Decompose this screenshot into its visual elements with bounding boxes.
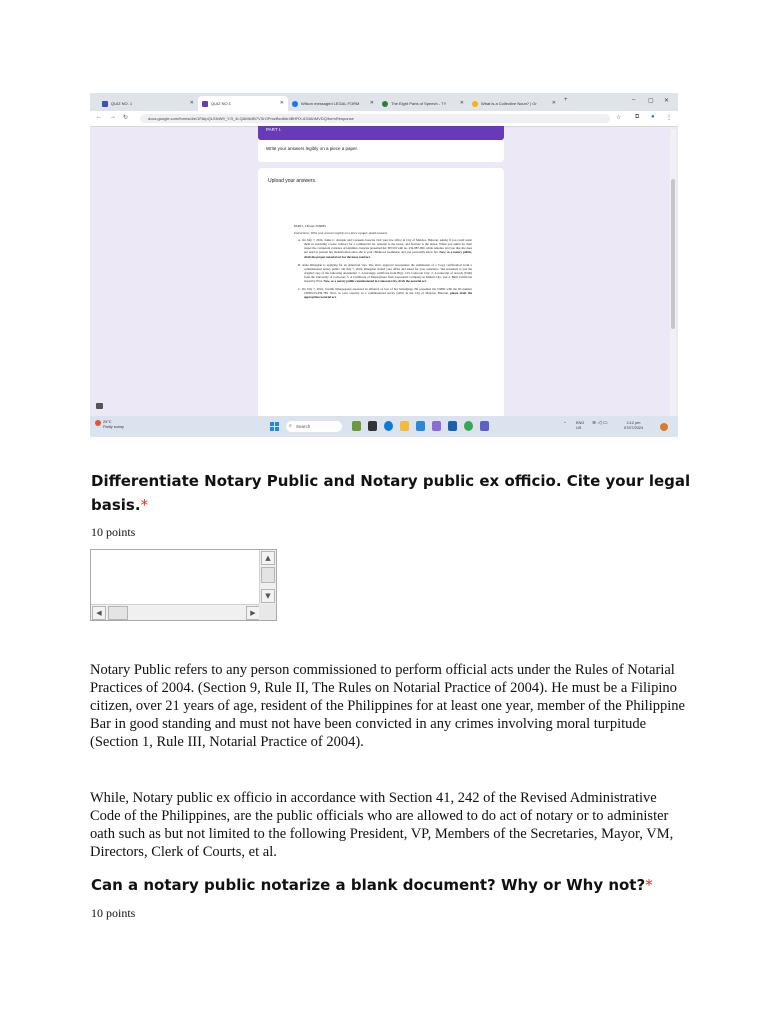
vertical-scrollbar[interactable] [259, 550, 276, 605]
feedback-icon[interactable] [96, 403, 103, 409]
item-task: please draft the appropriate notarial act. [304, 291, 472, 300]
tab-label: The Eight Parts of Speech - TY [391, 101, 447, 106]
windows-start-icon[interactable] [270, 422, 279, 431]
site-icon [472, 101, 478, 107]
answer-textarea[interactable] [90, 549, 277, 621]
tray-chevron-icon[interactable]: ^ [564, 421, 566, 425]
item-text: Anna Dinagdan is applying for an American visa. The visa's approval necessitates the submission of a 'Copy certification' from a commissioned notary public. On July 7, 2024, Dinagdan visited your office and asked for your assistance. She presented to you the original copy of the following documents: 1. A barangay certificate from Brgy. 123, Caloocan City; 2. A transcript of records (TOR) from the University of Caloocan; 3. A Certificate of Employment from Concentrix Company in Makati City; and 4. Birth Certificate issued by PSA. [302, 262, 472, 284]
tab-label: QUIZ NO.1 [211, 101, 232, 106]
clock[interactable] [624, 421, 643, 430]
region: US [576, 425, 582, 430]
tab-label: Wilson messaged LEGAL FORM [301, 101, 360, 106]
forms-icon [202, 101, 208, 107]
paper-item [298, 287, 472, 300]
item-letter: A. [298, 238, 302, 243]
upload-label: Upload your answers. [268, 178, 317, 184]
extensions-icon[interactable]: ⧉ [635, 114, 640, 120]
upload-card [258, 168, 504, 428]
edge-icon[interactable] [384, 421, 393, 431]
profile-icon[interactable]: ● [651, 114, 655, 120]
messenger-icon [292, 101, 298, 107]
store-icon[interactable] [416, 421, 425, 431]
item-task: Now, as a notary public commissioned in Caloocan City, draft the notarial act. [323, 279, 427, 284]
paper-item [298, 262, 472, 284]
uploaded-paper-image [294, 224, 472, 303]
google-form-area [90, 126, 678, 416]
paper-instructions: Instructions: Write your answers legibly on a piece a paper. Avoid erasures. [294, 231, 388, 236]
scrollbar-thumb[interactable] [671, 179, 675, 329]
app-icon[interactable] [432, 421, 441, 431]
section-header: PART I. [258, 126, 504, 140]
tab-label: QUIZ NO. 1 [111, 101, 133, 106]
item-task: Now, as a notary public, draft the proper notarial act for the lease contract. [304, 250, 473, 259]
chrome-icon[interactable] [464, 421, 473, 431]
close-icon[interactable]: ✕ [551, 100, 556, 106]
task-view-icon[interactable] [368, 421, 377, 431]
browser-tab[interactable] [98, 96, 198, 111]
weather-desc: Partly sunny [103, 424, 124, 429]
browser-tab-bar [90, 93, 678, 111]
embedded-browser-screenshot [90, 93, 678, 437]
question-points: 10 points [91, 525, 136, 539]
scroll-left-icon[interactable]: ◀ [92, 606, 106, 620]
minimize-icon[interactable]: – [632, 97, 636, 103]
browser-tab[interactable] [288, 96, 378, 111]
address-bar [90, 111, 678, 127]
widget-icon[interactable] [352, 421, 361, 431]
weather-widget[interactable] [96, 420, 124, 429]
reload-icon[interactable]: ↻ [123, 115, 129, 121]
question-title [91, 873, 691, 897]
weather-temp: 29°C [103, 420, 112, 424]
paper-item [298, 238, 473, 259]
notification-icon[interactable] [660, 423, 668, 431]
question-text: Can a notary public notarize a blank document? Why or Why not? [91, 876, 646, 894]
item-text: On July 7, 2024, Jowilin Omagaapuan executed an affidavit of loss of her belongings. He presented his UMID with the ID number CRN0123-456-789. Now, as your capacity as a commissioned notary public in the City of Malolos, Bulacan, [302, 287, 472, 296]
browser-tab-active[interactable] [198, 96, 288, 111]
item-text: On July 7, 2024, Jaime C. Antonio and Consuelo Isaacste visit your law office in City of Malolos, Bulacan, asking if you could assist them in executing a lease contract for a commercial lot. Antonio is the lessor, and Isaacste is the lessee. When you asked for their respective competent evidence of identities, Isaacste presented her TIN ID with no. 234-987-990, while Antonio told you that she does not need to present her identification since she is your childhood roommate, and you personally know her. [302, 238, 472, 255]
app-icon[interactable] [448, 421, 457, 431]
search-label: Search [296, 424, 311, 429]
maximize-icon[interactable]: ▢ [648, 98, 654, 104]
scrollbar-thumb[interactable] [108, 606, 128, 620]
item-letter: C. [298, 287, 301, 292]
close-icon[interactable]: ✕ [189, 100, 194, 106]
page-scrollbar[interactable] [670, 129, 676, 419]
taskbar-search[interactable] [286, 421, 342, 432]
back-icon[interactable]: ← [96, 114, 102, 120]
browser-tab[interactable] [468, 96, 560, 111]
browser-tab[interactable] [378, 96, 468, 111]
tab-label: What is a Collective Noun? | Gr [481, 101, 537, 106]
close-icon[interactable]: ✕ [459, 100, 464, 106]
scroll-down-icon[interactable]: ▼ [261, 589, 275, 603]
scroll-right-icon[interactable]: ▶ [246, 606, 260, 620]
instruction-text: Write your answers legibly on a piece a paper. [266, 146, 358, 151]
scrollbar-thumb[interactable] [261, 567, 275, 583]
scrollbar-corner [259, 604, 276, 620]
answer-paragraph: While, Notary public ex officio in accordance with Section 41, 242 of the Revised Administrative Code of the Philippines, are the public officials who are allowed to do act of notary or to administer oath such as but not limited to the following President, VP, Members of the Secretaries, Mayor, VM, Directors, Clerk of Courts, et al. [90, 790, 674, 860]
menu-icon[interactable]: ⋮ [666, 115, 672, 121]
wifi-icon[interactable]: ≋ ◁ ▭ [592, 420, 608, 426]
date: 07/07/2024 [624, 425, 644, 430]
scroll-up-icon[interactable]: ▲ [261, 551, 275, 565]
new-tab-icon[interactable]: + [564, 97, 568, 103]
language-indicator[interactable] [576, 421, 584, 430]
answer-paragraph: Notary Public refers to any person commissioned to perform official acts under the Rules of Notarial Practices of 2004. (Section 9, Rule II, The Rules on Notarial Practice of 2004). He must be a Filipino citizen, over 21 years of age, resident of the Philippines for at least one year, member of the Philippine Bar in good standing and must not have been convicted in any crimes involving moral turpitude (Section 1, Rule III, Notarial Practice of 2004). [90, 662, 685, 750]
file-explorer-icon[interactable] [400, 421, 409, 431]
close-window-icon[interactable]: ✕ [664, 98, 670, 104]
close-icon[interactable]: ✕ [279, 100, 284, 106]
question-points: 10 points [91, 906, 136, 920]
item-letter: B. [298, 262, 301, 267]
forward-icon[interactable]: → [110, 114, 116, 120]
question-title [91, 469, 691, 517]
site-icon [382, 101, 388, 107]
windows-taskbar [90, 416, 678, 437]
close-icon[interactable]: ✕ [369, 100, 374, 106]
required-marker: * [645, 876, 653, 894]
question-text: Differentiate Notary Public and Notary public ex officio. Cite your legal basis. [91, 472, 691, 514]
star-icon[interactable]: ☆ [616, 115, 622, 121]
forms-icon [102, 101, 108, 107]
app-icon[interactable] [480, 421, 489, 431]
time: 2:12 pm [626, 421, 641, 425]
search-icon: ⌕ [289, 423, 292, 429]
horizontal-scrollbar[interactable] [91, 604, 261, 620]
url-field[interactable]: docs.google.com/forms/d/e/1FAIpQLSfxW9_Y/3_4LQAMb3B7VSrOPmzBxd8dr4BHRX-633AhMVDQ/formResponse [140, 114, 610, 123]
required-marker: * [140, 496, 149, 514]
paper-title: PART I. LEGAL FORMS [294, 224, 327, 228]
answer-input[interactable] [92, 551, 260, 604]
lang: ENG [576, 421, 585, 425]
weather-icon [95, 420, 101, 426]
instruction-card [258, 140, 504, 162]
